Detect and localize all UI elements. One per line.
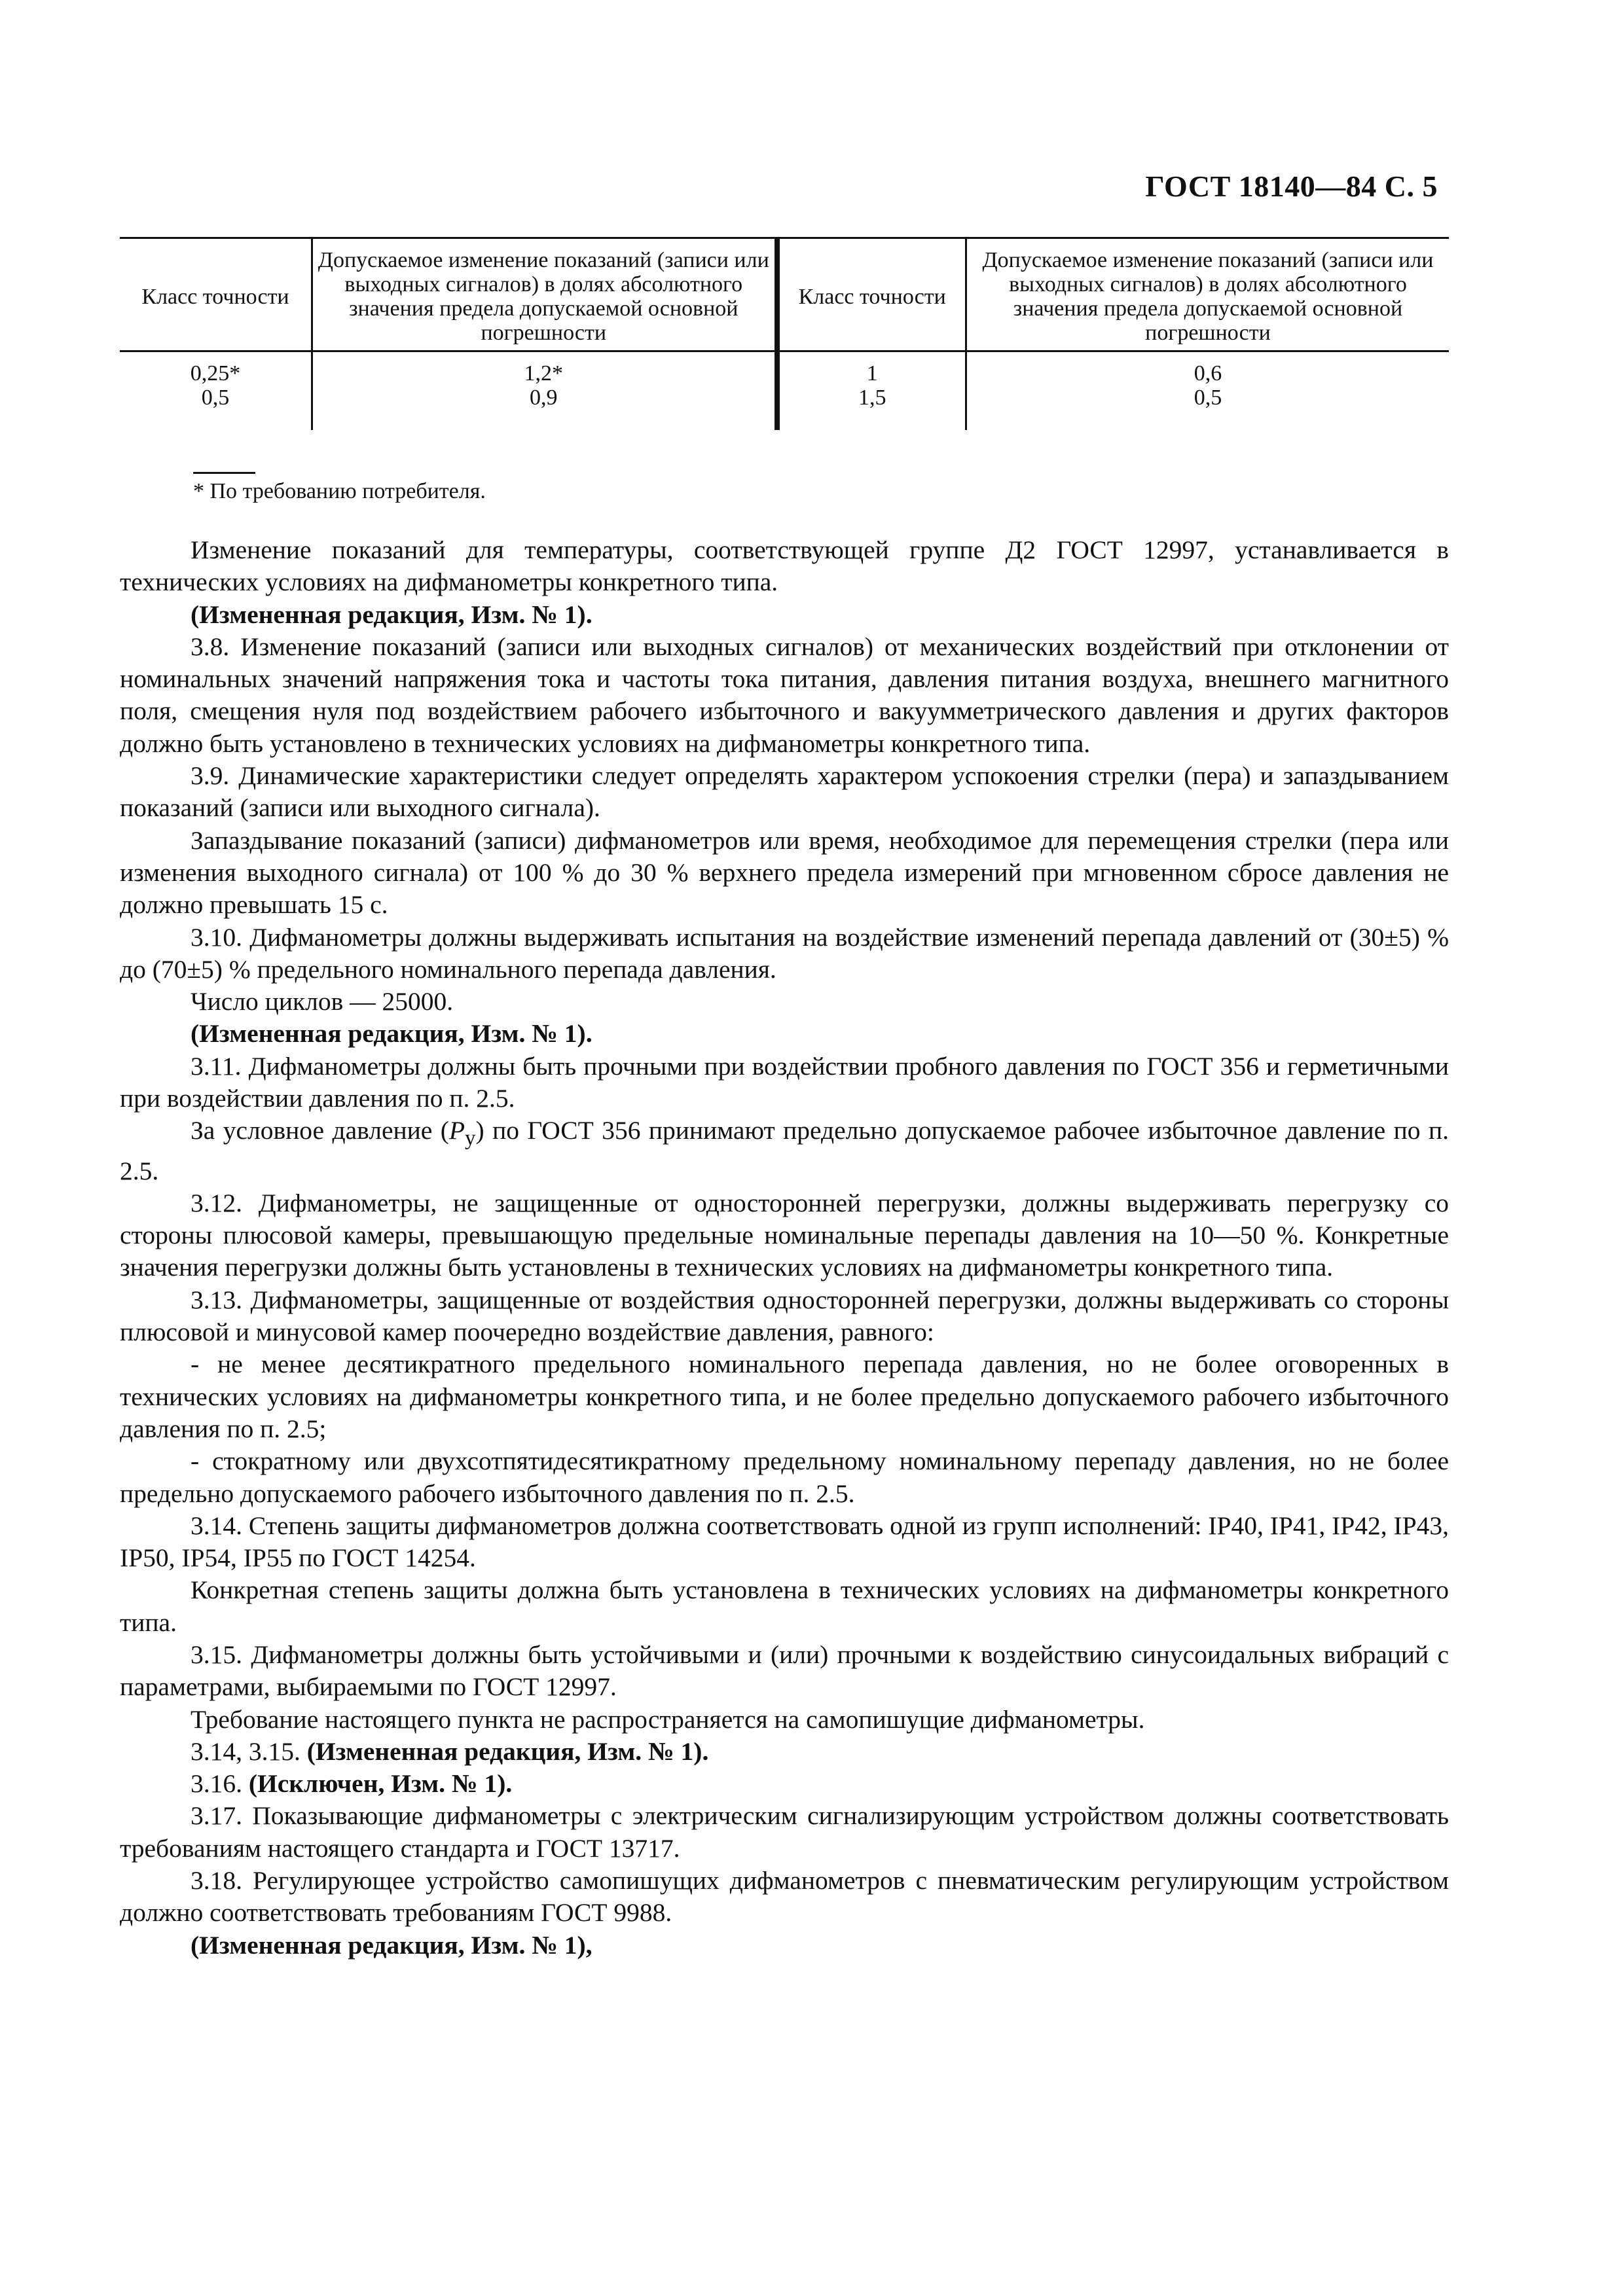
accuracy-class-table <box>120 237 1449 430</box>
paragraph: Требование настоящего пункта не распространяется на самопишущие дифманометры. <box>191 1704 1145 1734</box>
exclusion-note: (Исключен, Изм. № 1). <box>248 1769 513 1799</box>
cell-value: 1,5 <box>858 386 886 410</box>
table-cell <box>966 351 1449 431</box>
cell-value: 0,9 <box>530 386 558 410</box>
clause-3-11: 3.11. Дифманометры должны быть прочными при воздействии пробного давления по ГОСТ 356 и герметичными при воздействии давления по п. 2.5. <box>120 1051 1449 1113</box>
amendment-line <box>120 1736 1449 1768</box>
document-body <box>120 534 1449 1962</box>
table-header-cell: Класс точности <box>120 238 312 351</box>
clause-3-9: 3.9. Динамические характеристики следует определять характером успокоения стрелки (пера) и запаздыванием показаний (записи или выходного сигнала). <box>120 761 1449 823</box>
paragraph: Число циклов — 25000. <box>191 987 454 1016</box>
clause-3-10: 3.10. Дифманометры должны выдерживать испытания на воздействие изменений перепада давлений от (30±5) % до (70±5) % предельного номинального перепада давления. <box>120 922 1449 984</box>
table-cell <box>777 351 966 431</box>
amendment-note: (Измененная редакция, Изм. № 1). <box>306 1736 709 1766</box>
cell-value: 0,5 <box>1194 386 1222 410</box>
list-item: - стократному или двухсотпятидесятикратному предельному номинальному перепаду давления, но не более предельно допускаемого рабочего избыточного давления по п. 2.5. <box>120 1446 1449 1508</box>
amendment-note: (Измененная редакция, Изм. № 1). <box>191 600 593 629</box>
clause-3-18: 3.18. Регулирующее устройство самопишущих дифманометров с пневматическим регулирующим устройством должно соответствовать требованиям ГОСТ 9988. <box>120 1866 1449 1928</box>
table-header-cell: Класс точности <box>777 238 966 351</box>
table-cell <box>120 351 312 431</box>
clause-3-15: 3.15. Дифманометры должны быть устойчивыми и (или) прочными к воздействию синусоидальных вибраций с параметрами, выбираемыми по ГОСТ 12997. <box>120 1640 1449 1702</box>
text-run: За условное давление ( <box>191 1116 449 1145</box>
text-run: 3.14, 3.15. <box>191 1736 307 1766</box>
table-header-row <box>120 238 1449 351</box>
cell-value: 1,2* <box>524 361 564 386</box>
list-item: - не менее десятикратного предельного номинального перепада давления, но не более оговоренных в технических условиях на дифманометры конкретного типа, и не более предельно допускаемого рабочего избыточного давления по п. 2.5; <box>120 1350 1449 1443</box>
cell-value: 0,6 <box>1194 361 1222 386</box>
clause-3-13: 3.13. Дифманометры, защищенные от воздействия односторонней перегрузки, должны выдерживать со стороны плюсовой и минусовой камер поочередно воздействие давления, равного: <box>120 1285 1449 1347</box>
cell-value: 0,25* <box>190 361 241 386</box>
clause-3-8: 3.8. Изменение показаний (записи или выходных сигналов) от механических воздействий при отклонении от номинальных значений напряжения тока и частоты тока питания, давления питания воздуха, внешнего магнитного поля, смещения нуля под воздействием рабочего избыточного и вакуумметрического давления и других факторов должно быть установлено в технических условиях на дифманометры конкретного типа. <box>120 632 1449 758</box>
clause-3-12: 3.12. Дифманометры, не защищенные от односторонней перегрузки, должны выдерживать перегрузку со стороны плюсовой камеры, превышающую предельные номинальные перепады давления на 10—50 %. Конкретные значения перегрузки должны быть установлены в технических условиях на дифманометры конкретного типа. <box>120 1188 1449 1282</box>
table-header-cell: Допускаемое изменение показаний (записи или выходных сигналов) в долях абсолютного значения предела допускаемой основной погрешности <box>312 238 777 351</box>
paragraph <box>120 1115 1449 1187</box>
cell-value: 0,5 <box>201 386 230 410</box>
clause-3-17: 3.17. Показывающие дифманометры с электрическим сигнализирующим устройством должны соответствовать требованиям настоящего стандарта и ГОСТ 13717. <box>120 1801 1449 1863</box>
text-run: 3.16. <box>191 1769 249 1799</box>
table-cell <box>312 351 777 431</box>
pressure-symbol: P <box>448 1116 465 1145</box>
paragraph: Изменение показаний для температуры, соответствующей группе Д2 ГОСТ 12997, устанавливается в технических условиях на дифманометры конкретного типа. <box>120 535 1449 597</box>
page-header: ГОСТ 18140—84 С. 5 <box>1145 170 1438 203</box>
amendment-note: (Измененная редакция, Изм. № 1), <box>191 1930 593 1960</box>
text-run: ) по ГОСТ 356 принимают предельно допускаемое рабочее избыточное давление по п. 2.5. <box>120 1116 1449 1185</box>
clause-3-16 <box>120 1768 1449 1800</box>
amendment-note: (Измененная редакция, Изм. № 1). <box>191 1019 593 1049</box>
clause-3-14: 3.14. Степень защиты дифманометров должна соответствовать одной из групп исполнений: IP40, IP41, IP42, IP43, IP50, IP54, IP55 по ГОСТ 14254. <box>120 1511 1449 1573</box>
footnote-divider <box>193 472 255 474</box>
cell-value: 1 <box>866 361 878 386</box>
pressure-subscript: у <box>465 1126 476 1151</box>
table-row <box>120 351 1449 431</box>
paragraph: Конкретная степень защиты должна быть установлена в технических условиях на дифманометры конкретного типа. <box>120 1575 1449 1637</box>
table-footnote: * По требованию потребителя. <box>193 479 486 503</box>
table-header-cell: Допускаемое изменение показаний (записи или выходных сигналов) в долях абсолютного значения предела допускаемой основной погрешности <box>966 238 1449 351</box>
paragraph: Запаздывание показаний (записи) дифманометров или время, необходимое для перемещения стрелки (пера или изменения выходного сигнала) от 100 % до 30 % верхнего предела измерений при мгновенном сбросе давления не должно превышать 15 с. <box>120 825 1449 920</box>
